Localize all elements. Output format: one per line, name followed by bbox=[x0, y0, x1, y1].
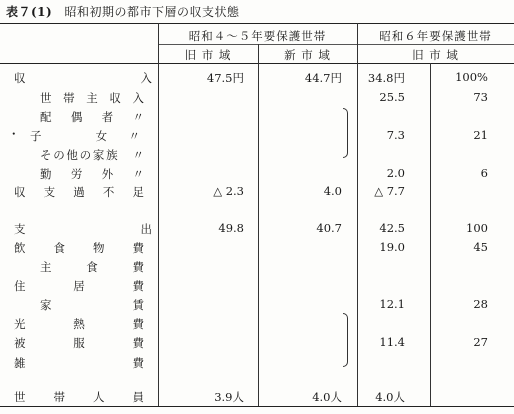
cell-amount-1931: 42.5 bbox=[379, 221, 405, 235]
cell-new-1930: 4.0 bbox=[323, 184, 342, 198]
bottom-rule bbox=[0, 406, 514, 407]
header-group-1931: 昭和６年要保護世帯 bbox=[379, 29, 492, 43]
cell-percent-1931: 27 bbox=[473, 335, 488, 349]
row-label: 光 熱 費 bbox=[14, 317, 144, 331]
cell-amount-1931: 12.1 bbox=[379, 297, 405, 311]
income-brace bbox=[343, 108, 348, 158]
cell-percent-1931: 45 bbox=[473, 240, 488, 254]
row-label: 配 偶 者 〃 bbox=[40, 110, 144, 124]
row-label: 収 入 bbox=[14, 71, 152, 85]
row-label: 飲 食 物 費 bbox=[14, 241, 144, 255]
row-label: 勤 労 外 〃 bbox=[40, 167, 144, 181]
cell-amount-1931: 2.0 bbox=[386, 166, 405, 180]
expense-brace bbox=[343, 313, 348, 367]
cell-old-1930: 47.5円 bbox=[206, 71, 244, 85]
header-bottom-rule bbox=[0, 63, 514, 64]
table-number: 表７(1) bbox=[6, 5, 53, 19]
row-label: 家 賃 bbox=[40, 298, 144, 312]
cell-amount-1931: 34.8円 bbox=[367, 71, 405, 85]
cell-new-1930: 4.0人 bbox=[312, 390, 342, 404]
header-old-city-1: 旧 市 域 bbox=[184, 48, 232, 62]
cell-amount-1931: △ 7.7 bbox=[374, 184, 405, 198]
cell-amount-1931: 7.3 bbox=[386, 128, 405, 142]
table-caption: 昭和初期の都市下層の収支状態 bbox=[64, 5, 240, 19]
cell-amount-1931: 4.0人 bbox=[375, 390, 405, 404]
row-label: 被 服 費 bbox=[14, 336, 144, 350]
cell-new-1930: 40.7 bbox=[316, 221, 342, 235]
row-label: 世 帯 人 員 bbox=[14, 390, 144, 404]
bullet-marker: ・ bbox=[8, 127, 20, 141]
row-label: その他の家族 〃 bbox=[40, 148, 144, 162]
header-old-city-2: 旧 市 域 bbox=[412, 48, 459, 62]
cell-old-1930: 3.9人 bbox=[214, 390, 244, 404]
cell-amount-1931: 19.0 bbox=[379, 240, 405, 254]
header-mid-rule bbox=[158, 44, 514, 45]
row-label: 主 食 費 bbox=[40, 260, 144, 274]
row-label: 収 支 過 不 足 bbox=[14, 185, 144, 199]
cell-percent-1931: 21 bbox=[473, 128, 488, 142]
table-title bbox=[6, 3, 240, 20]
row-label: 住 居 費 bbox=[14, 279, 144, 293]
row-label: 雑 費 bbox=[14, 356, 144, 370]
cell-percent-1931: 6 bbox=[480, 166, 488, 180]
cell-old-1930: 49.8 bbox=[218, 221, 244, 235]
cell-amount-1931: 25.5 bbox=[379, 90, 405, 104]
row-label: 子 女 〃 bbox=[30, 129, 140, 143]
row-label: 世 帯 主 収 入 bbox=[40, 91, 144, 105]
cell-percent-1931: 73 bbox=[473, 90, 488, 104]
top-rule bbox=[0, 23, 514, 24]
cell-percent-1931: 28 bbox=[473, 297, 488, 311]
cell-percent-1931: 100 bbox=[466, 221, 488, 235]
cell-new-1930: 44.7円 bbox=[304, 71, 342, 85]
header-group-1930: 昭和４～５年要保護世帯 bbox=[188, 29, 327, 43]
cell-amount-1931: 11.4 bbox=[379, 335, 405, 349]
cell-percent-1931: 100% bbox=[455, 70, 488, 84]
row-label: 支 出 bbox=[14, 222, 152, 236]
header-new-city: 新 市 域 bbox=[284, 48, 331, 62]
cell-old-1930: △ 2.3 bbox=[213, 184, 244, 198]
